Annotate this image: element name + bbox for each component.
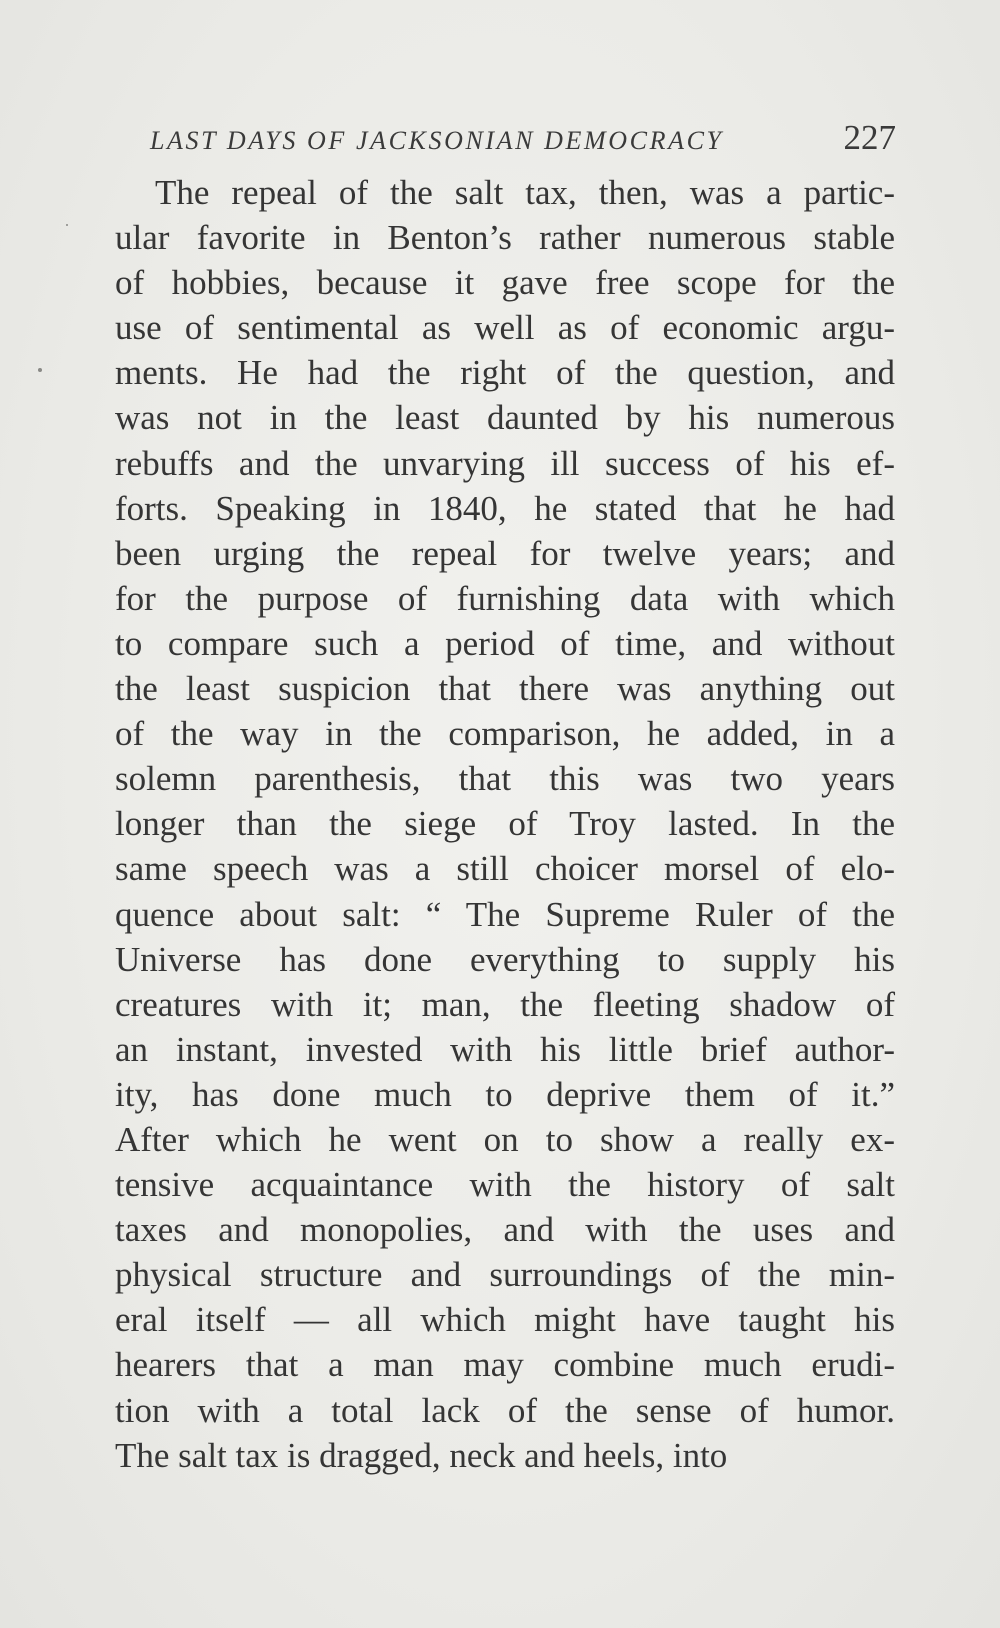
- text-line: of hobbies, because it gave free scope for the: [115, 263, 895, 303]
- text-line: use of sentimental as well as of economic argu-: [115, 308, 895, 348]
- text-line: of the way in the comparison, he added, in a: [115, 714, 895, 754]
- text-line: for the purpose of furnishing data with which: [115, 578, 895, 618]
- text-line: taxes and monopolies, and with the uses and: [115, 1210, 895, 1250]
- text-line: After which he went on to show a really ex-: [115, 1119, 895, 1159]
- text-line: eral itself — all which might have taught his: [115, 1300, 895, 1340]
- text-line: tion with a total lack of the sense of humor.: [115, 1390, 895, 1430]
- text-line: solemn parenthesis, that this was two years: [115, 759, 895, 799]
- running-head: [150, 118, 896, 158]
- text-line: Universe has done everything to supply his: [115, 939, 895, 979]
- text-line: forts. Speaking in 1840, he stated that he had: [115, 488, 895, 528]
- text-line: longer than the siege of Troy lasted. In the: [115, 804, 895, 844]
- running-title: LAST DAYS OF JACKSONIAN DEMOCRACY: [150, 126, 724, 155]
- paper-speck: [66, 224, 68, 226]
- text-line: the least suspicion that there was anything out: [115, 669, 895, 709]
- text-line: an instant, invested with his little brief author-: [115, 1029, 895, 1069]
- text-line: ments. He had the right of the question, and: [115, 353, 895, 393]
- text-line: ity, has done much to deprive them of it.”: [115, 1074, 895, 1114]
- text-line: been urging the repeal for twelve years; and: [115, 533, 895, 573]
- text-line: hearers that a man may combine much erudi-: [115, 1345, 895, 1385]
- paper-speck: [38, 368, 42, 372]
- text-line: to compare such a period of time, and without: [115, 623, 895, 663]
- text-line: creatures with it; man, the fleeting shadow of: [115, 984, 895, 1024]
- text-line: rebuffs and the unvarying ill success of his ef-: [115, 443, 895, 483]
- page-number: 227: [843, 118, 896, 157]
- text-line: physical structure and surroundings of the min-: [115, 1255, 895, 1295]
- text-line: was not in the least daunted by his numerous: [115, 398, 895, 438]
- text-line: same speech was a still choicer morsel of elo-: [115, 849, 895, 889]
- body-text: [115, 170, 895, 1478]
- text-line: quence about salt: “ The Supreme Ruler of the: [115, 894, 895, 934]
- text-line: The repeal of the salt tax, then, was a partic-: [155, 173, 895, 212]
- text-line: The salt tax is dragged, neck and heels, into: [115, 1435, 728, 1475]
- text-line: ular favorite in Benton’s rather numerous stable: [115, 218, 895, 258]
- text-line: tensive acquaintance with the history of salt: [115, 1165, 895, 1205]
